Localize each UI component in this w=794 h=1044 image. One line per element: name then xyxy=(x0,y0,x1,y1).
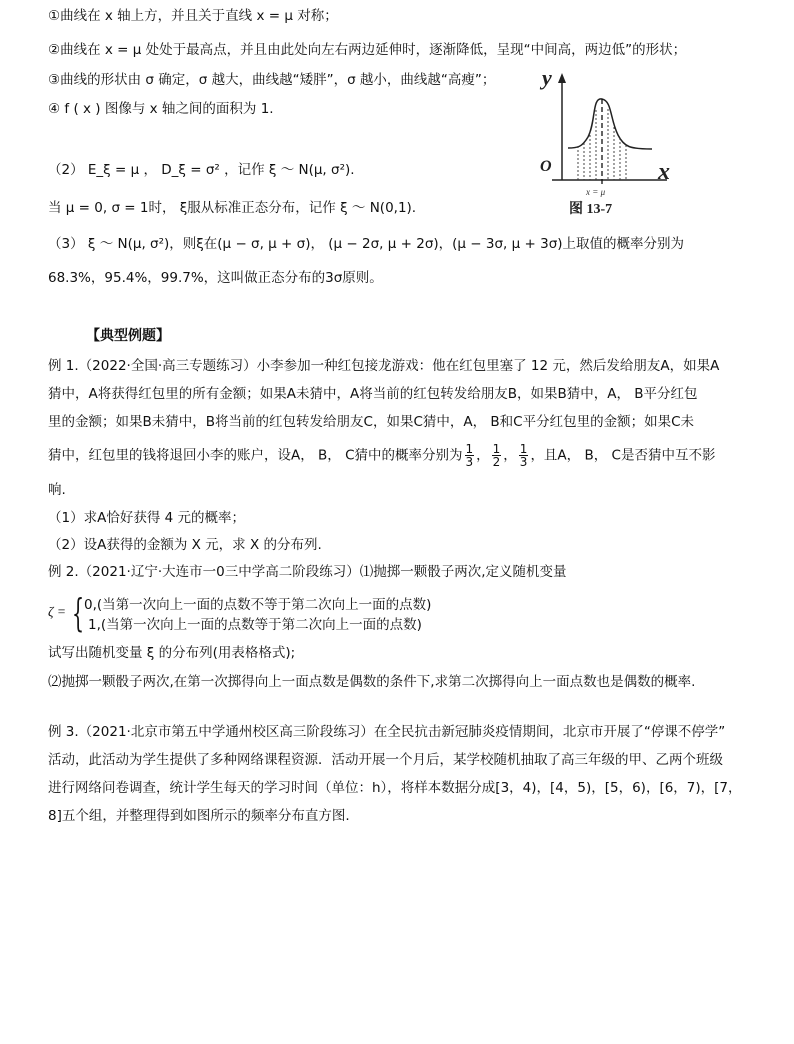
property-1: ①曲线在 x 轴上方，并且关于直线 x = μ 对称； xyxy=(48,8,338,24)
example-1-line-5: 响. xyxy=(48,482,66,498)
section-title: 【典型例题】 xyxy=(86,328,170,344)
example-1-line-4-start: 猜中，红包里的钱将退回小李的账户，设A， B， C猜中的概率分别为 xyxy=(48,447,463,464)
example-3-line-1: 例 3.（2021·北京市第五中学通州校区高三阶段练习）在全民抗击新冠肺炎疫情期间，北京市开展了“停课不停学” xyxy=(48,724,726,740)
three-sigma-percentages: 68.3%，95.4%，99.7%，这叫做正态分布的3σ原则。 xyxy=(48,270,383,286)
fraction-one-third-a: $\frac{1}{3}$ xyxy=(465,442,474,469)
case-one: 1,(当第一次向上一面的点数等于第二次向上一面的点数) xyxy=(88,617,422,633)
example-2-line-1: 例 2.（2021·辽宁·大连市一0三中学高二阶段练习）⑴抛掷一颗骰子两次,定义随机变量 xyxy=(48,564,567,580)
x-axis-label: x xyxy=(658,159,670,185)
fraction-one-half: $\frac{1}{2}$ xyxy=(492,442,501,469)
example-3-line-3: 进行网络问卷调查，统计学生每天的学习时间（单位：h），将样本数据分成[3，4)，[4，5)，[5，6)，[6，7)，[7， xyxy=(48,780,742,796)
fraction-one-third-b: $\frac{1}{3}$ xyxy=(519,442,528,469)
example-1-question-2: （2）设A获得的金额为 X 元，求 X 的分布列. xyxy=(48,537,322,553)
example-1-question-1: （1）求A恰好获得 4 元的概率； xyxy=(48,510,245,526)
y-axis-arrow xyxy=(558,73,566,83)
figure-caption: 图 13-7 xyxy=(569,202,613,217)
y-axis-label: y xyxy=(542,65,552,90)
example-1-line-2: 猜中，A将获得红包里的所有金额；如果A未猜中，A将当前的红包转发给朋友B，如果B猜中，A， B平分红包 xyxy=(48,386,698,402)
example-2-line-2: 试写出随机变量 ξ 的分布列(用表格格式); xyxy=(48,645,296,661)
origin-label: O xyxy=(540,158,552,175)
case-zero: 0,(当第一次向上一面的点数不等于第二次向上一面的点数) xyxy=(84,597,432,613)
example-1-line-4-end: ，且A， B， C是否猜中互不影 xyxy=(530,447,716,464)
property-2: ②曲线在 x = μ 处处于最高点，并且由此处向左右两边延伸时，逐渐降低，呈现“中间高，两边低”的形状； xyxy=(48,42,687,58)
example-1-line-1: 例 1.（2022·全国·高三专题练习）小李参加一种红包接龙游戏：他在红包里塞了 12 元，然后发给朋友A，如果A xyxy=(48,358,720,374)
example-2-line-3: ⑵抛掷一颗骰子两次,在第一次掷得向上一面点数是偶数的条件下,求第二次掷得向上一面点数也是偶数的概率. xyxy=(48,674,696,690)
normal-curve xyxy=(568,99,652,149)
property-4: ④ f ( x ) 图像与 x 轴之间的面积为 1. xyxy=(48,101,274,117)
example-3-line-2: 活动，此活动为学生提供了多种网络课程资源．活动开展一个月后，某学校随机抽取了高三年级的甲、乙两个班级 xyxy=(48,752,723,768)
normal-curve-figure xyxy=(532,65,682,220)
example-3-line-4: 8]五个组，并整理得到如图所示的频率分布直方图. xyxy=(48,808,350,824)
property-3: ③曲线的形状由 σ 确定，σ 越大，曲线越“矮胖”，σ 越小，曲线越“高瘦”； xyxy=(48,72,496,88)
left-brace: { xyxy=(72,591,85,635)
formula-three-sigma: （3） ξ ～ N(μ, σ²)，则ξ在(μ − σ, μ + σ)， (μ − 2σ, μ + 2σ)，(μ − 3σ, μ + 3σ)上取值的概率分别为 xyxy=(48,236,685,252)
zeta-label: ζ = xyxy=(48,604,66,619)
example-1-line-3: 里的金额；如果B未猜中，B将当前的红包转发给朋友C，如果C猜中，A， B和C平分红包里的金额；如果C未 xyxy=(48,414,695,430)
formula-expectation-variance: （2） E_ξ = μ ， D_ξ = σ² ，记作 ξ ～ N(μ, σ²). xyxy=(48,162,355,178)
standard-normal-text: 当 μ = 0, σ = 1时， ξ服从标准正态分布，记作 ξ ～ N(0,1). xyxy=(48,200,417,216)
mu-label: x = μ xyxy=(586,187,606,197)
example-1-line-4: 猜中，红包里的钱将退回小李的账户，设A， B， C猜中的概率分别为 $\frac{1}{3}$ ， $\frac{1}{2}$ ， $\frac{1}{3}$ ，且A， B， C是否猜中互不影 xyxy=(48,442,716,469)
